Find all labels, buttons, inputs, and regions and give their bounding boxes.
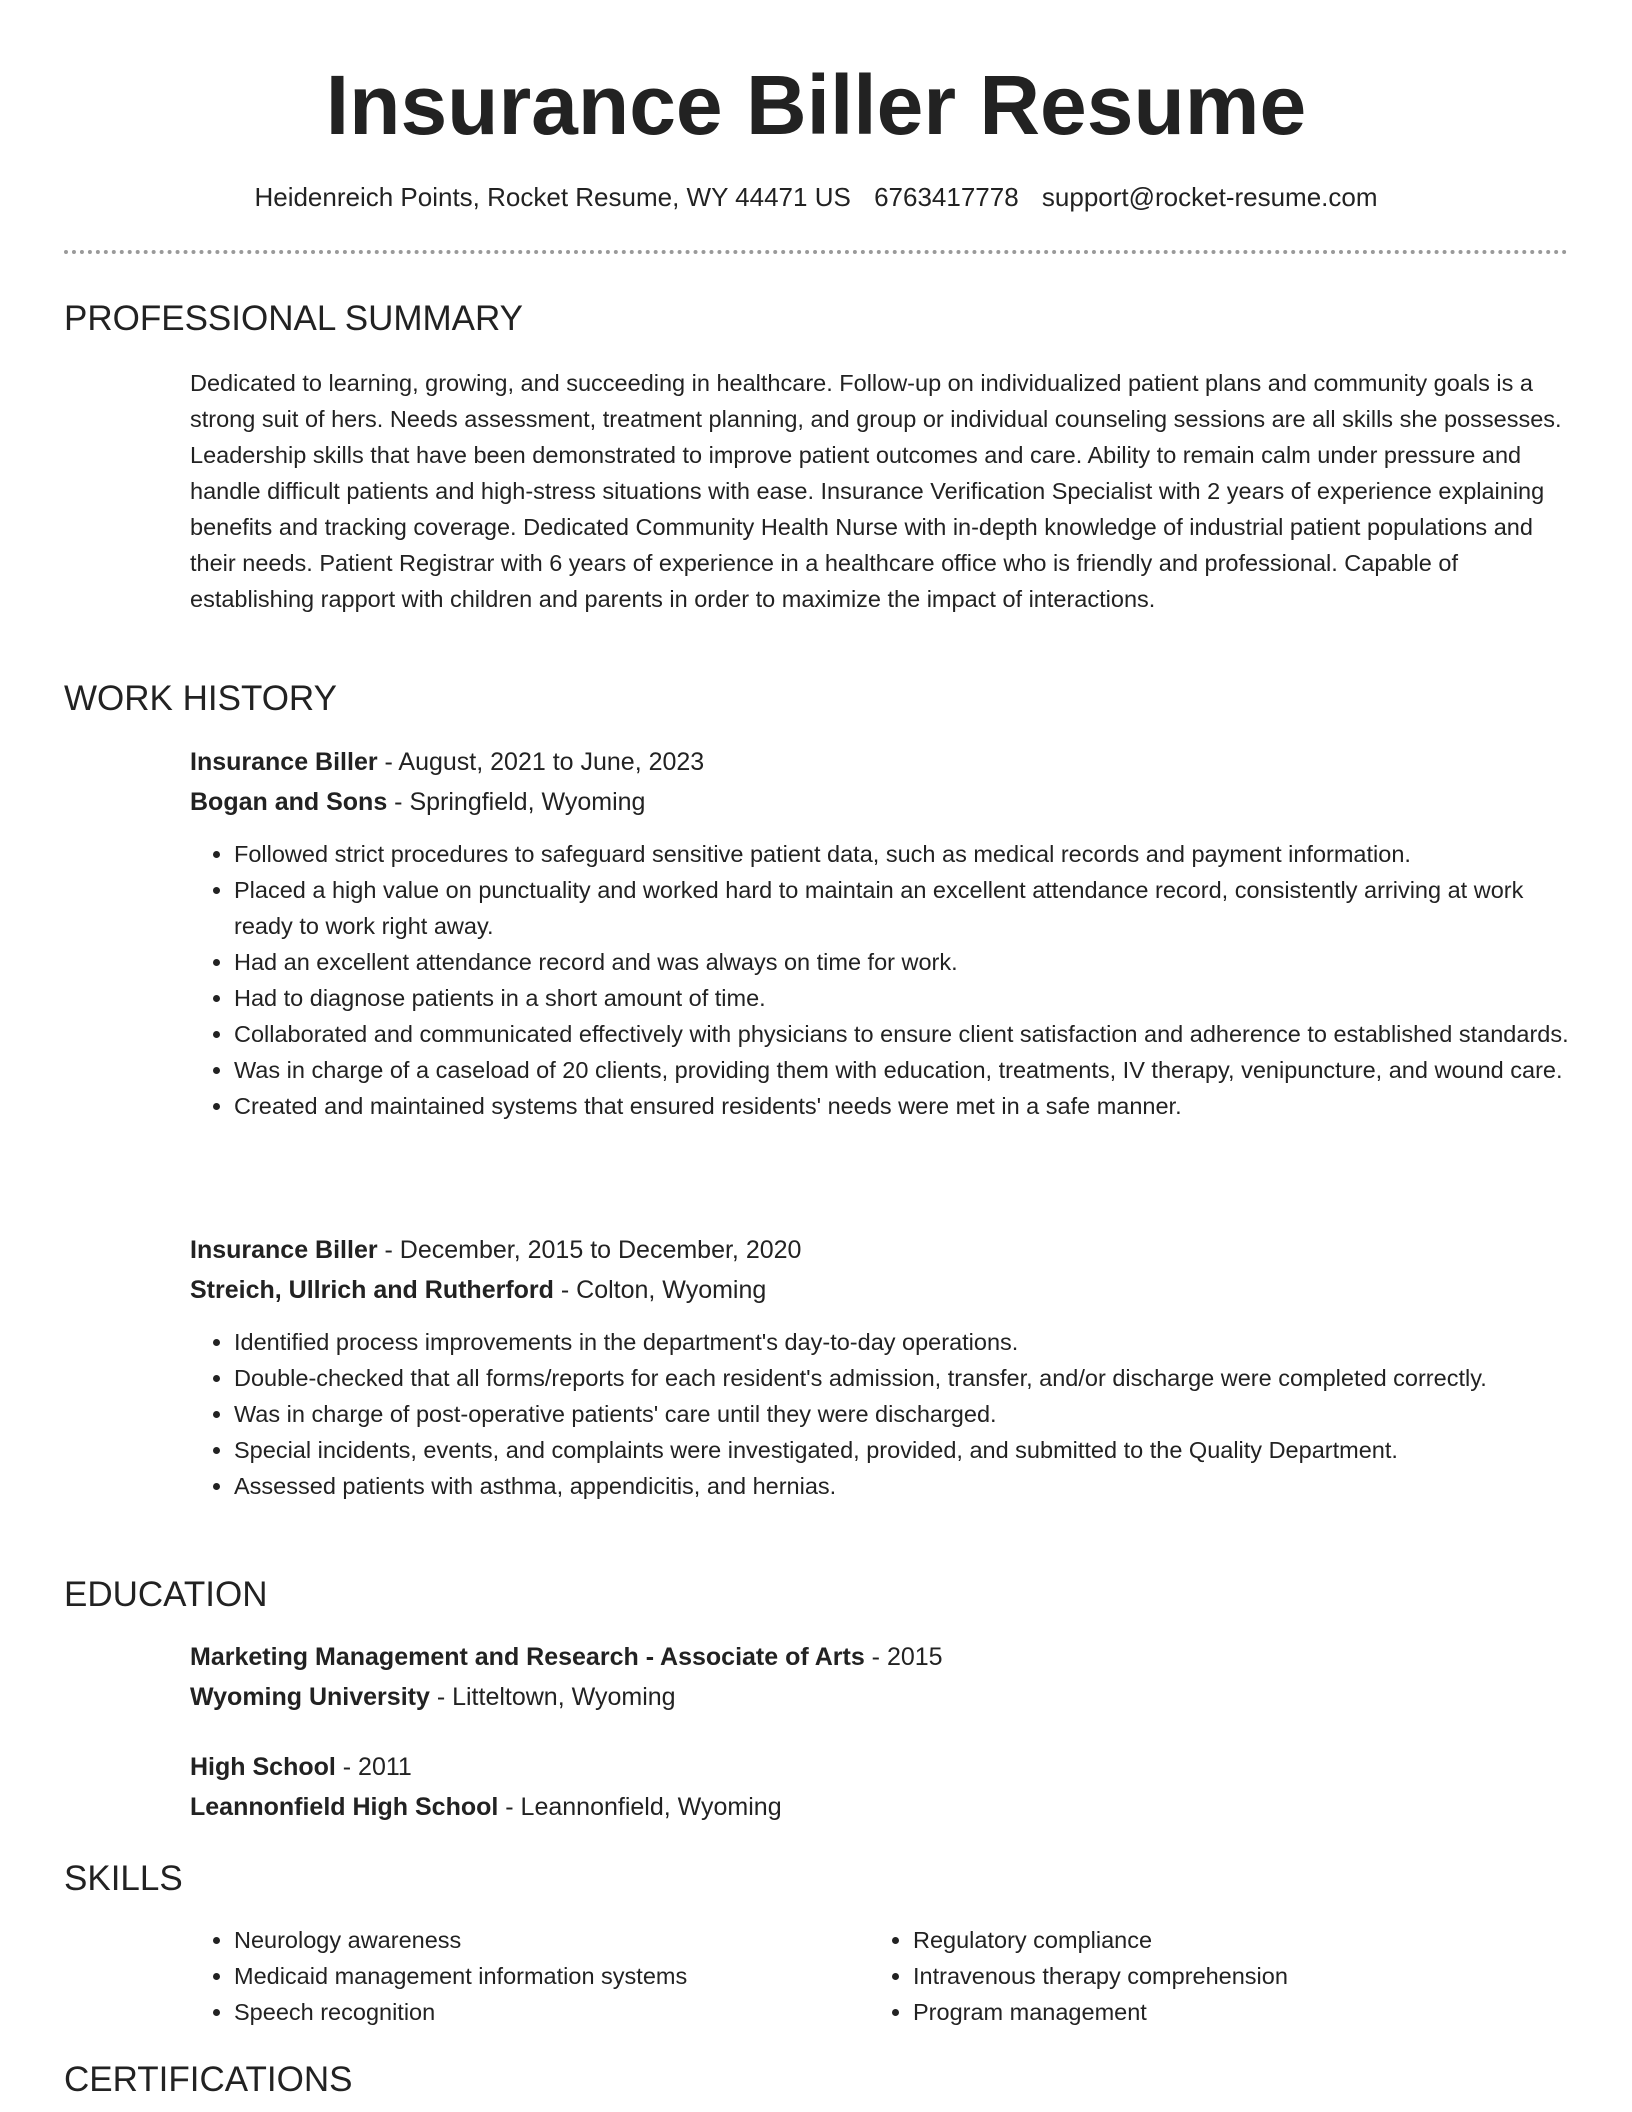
list-item: • Followed strict procedures to safeguard sensitive patient data, such as medical records and payment information. <box>234 836 1570 872</box>
job-company: Bogan and Sons <box>190 788 388 816</box>
list-item: • Identified process improvements in the department's day-to-day operations. <box>234 1324 1570 1360</box>
skill-item: • Program management <box>913 1994 1533 2030</box>
education-year: - 2011 <box>335 1753 412 1781</box>
education-location: - Litteltown, Wyoming <box>429 1683 676 1711</box>
job-dates: - August, 2021 to June, 2023 <box>377 748 705 776</box>
list-item: • Assessed patients with asthma, appendicitis, and hernias. <box>234 1468 1570 1504</box>
section-heading-summary: PROFESSIONAL SUMMARY <box>64 299 523 338</box>
skill-item: • Regulatory compliance <box>913 1922 1533 1958</box>
skill-item: • Speech recognition <box>234 1994 854 2030</box>
list-item: • Placed a high value on punctuality and worked hard to maintain an excellent attendance record, consistently arriving at work ready to work right away. <box>234 872 1570 944</box>
skill-item: • Medicaid management information systems <box>234 1958 854 1994</box>
job-dates: - December, 2015 to December, 2020 <box>377 1236 802 1264</box>
education-year: - 2015 <box>864 1643 943 1671</box>
contact-email: support@rocket-resume.com <box>1041 182 1378 212</box>
job-title-line <box>190 1233 801 1267</box>
education-location: - Leannonfield, Wyoming <box>498 1793 782 1821</box>
skills-list-left <box>190 1922 854 2030</box>
skill-item: • Neurology awareness <box>234 1922 854 1958</box>
education-school-line <box>190 1680 676 1714</box>
job-title: Insurance Biller <box>190 748 378 776</box>
job-duties-list <box>190 1324 1570 1504</box>
job-title-line <box>190 745 704 779</box>
education-degree-line <box>190 1640 943 1674</box>
education-degree: Marketing Management and Research - Associate of Arts <box>190 1643 865 1671</box>
list-item: • Special incidents, events, and complaints were investigated, provided, and submitted to the Quality Department. <box>234 1432 1570 1468</box>
education-school: Wyoming University <box>190 1683 430 1711</box>
list-item: • Was in charge of a caseload of 20 clients, providing them with education, treatments, IV therapy, venipuncture, and wound care. <box>234 1052 1570 1088</box>
job-company-line <box>190 785 645 819</box>
list-item: • Had an excellent attendance record and was always on time for work. <box>234 944 1570 980</box>
education-degree-line <box>190 1750 412 1784</box>
skills-list-right <box>869 1922 1533 2030</box>
section-heading-certifications: CERTIFICATIONS <box>64 2060 353 2099</box>
education-school: Leannonfield High School <box>190 1793 499 1821</box>
resume-title: Insurance Biller Resume <box>325 58 1307 152</box>
header-divider <box>64 250 1568 254</box>
contact-address: Heidenreich Points, Rocket Resume, WY 44471 US <box>254 182 851 212</box>
list-item: • Double-checked that all forms/reports for each resident's admission, transfer, and/or discharge were completed correctly. <box>234 1360 1570 1396</box>
skill-item: • Intravenous therapy comprehension <box>913 1958 1533 1994</box>
section-heading-education: EDUCATION <box>64 1575 268 1614</box>
job-company: Streich, Ullrich and Rutherford <box>190 1276 554 1304</box>
summary-text: Dedicated to learning, growing, and succeeding in healthcare. Follow-up on individualized patient plans and community goals is a strong suit of hers. Needs assessment, treatment planning, and group or individual counseling sessions are all skills she possesses. Leadership skills that have been demonstrated to improve patient outcomes and care. Ability to remain calm under pressure and handle difficult patients and high-stress situations with ease. Insurance Verification Specialist with 2 years of experience explaining benefits and tracking coverage. Dedicated Community Health Nurse with in-depth knowledge of industrial patient populations and their needs. Patient Registrar with 6 years of experience in a healthcare office who is friendly and professional. Capable of establishing rapport with children and parents in order to maximize the impact of interactions. <box>190 370 1562 612</box>
list-item: • Was in charge of post-operative patients' care until they were discharged. <box>234 1396 1570 1432</box>
section-heading-skills: SKILLS <box>64 1859 183 1898</box>
job-duties-list <box>190 836 1570 1124</box>
list-item: • Created and maintained systems that ensured residents' needs were met in a safe manner. <box>234 1088 1570 1124</box>
contact-phone: 6763417778 <box>874 182 1019 212</box>
job-location: - Colton, Wyoming <box>553 1276 767 1304</box>
job-company-line <box>190 1273 766 1307</box>
list-item: • Collaborated and communicated effectively with physicians to ensure client satisfaction and adherence to established standards. <box>234 1016 1570 1052</box>
job-location: - Springfield, Wyoming <box>387 788 646 816</box>
education-school-line <box>190 1790 782 1824</box>
contact-line <box>0 180 1632 214</box>
job-title: Insurance Biller <box>190 1236 378 1264</box>
list-item: • Had to diagnose patients in a short amount of time. <box>234 980 1570 1016</box>
section-heading-work: WORK HISTORY <box>64 679 337 718</box>
education-degree: High School <box>190 1753 336 1781</box>
